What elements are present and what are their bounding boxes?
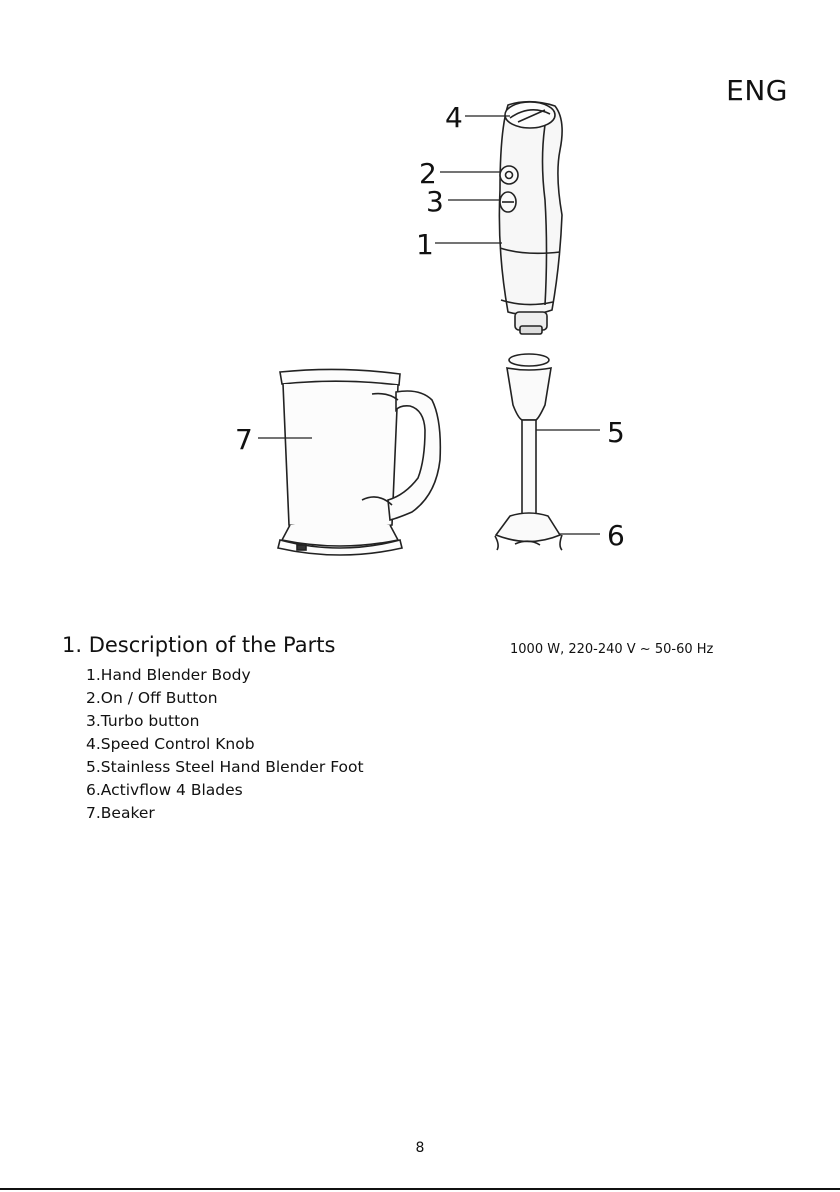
callout-6: 6 bbox=[607, 519, 625, 552]
list-item: 6.Activflow 4 Blades bbox=[86, 781, 243, 799]
list-item: 7.Beaker bbox=[86, 804, 155, 822]
power-spec: 1000 W, 220-240 V ~ 50-60 Hz bbox=[510, 642, 714, 657]
hand-blender-body-illustration bbox=[499, 102, 562, 334]
language-label: ENG bbox=[726, 74, 788, 107]
beaker-illustration bbox=[278, 369, 440, 555]
list-item: 3.Turbo button bbox=[86, 712, 200, 730]
turbo-button-illustration bbox=[500, 192, 516, 212]
blender-foot-illustration bbox=[495, 354, 562, 550]
list-item: 1.Hand Blender Body bbox=[86, 666, 251, 684]
callout-5: 5 bbox=[607, 416, 625, 449]
speed-control-knob-illustration bbox=[505, 102, 555, 128]
list-item: 4.Speed Control Knob bbox=[86, 735, 255, 753]
bottom-divider bbox=[0, 1188, 840, 1190]
callout-4: 4 bbox=[445, 101, 463, 134]
callout-1: 1 bbox=[416, 228, 434, 261]
callout-3: 3 bbox=[426, 185, 444, 218]
parts-list bbox=[86, 664, 364, 825]
page-number: 8 bbox=[415, 1140, 425, 1156]
list-item: 2.On / Off Button bbox=[86, 689, 218, 707]
callout-7: 7 bbox=[235, 423, 253, 456]
callout-2: 2 bbox=[419, 157, 437, 190]
section-title: 1. Description of the Parts bbox=[62, 633, 336, 657]
list-item: 5.Stainless Steel Hand Blender Foot bbox=[86, 758, 364, 776]
on-off-button-illustration bbox=[500, 166, 518, 184]
